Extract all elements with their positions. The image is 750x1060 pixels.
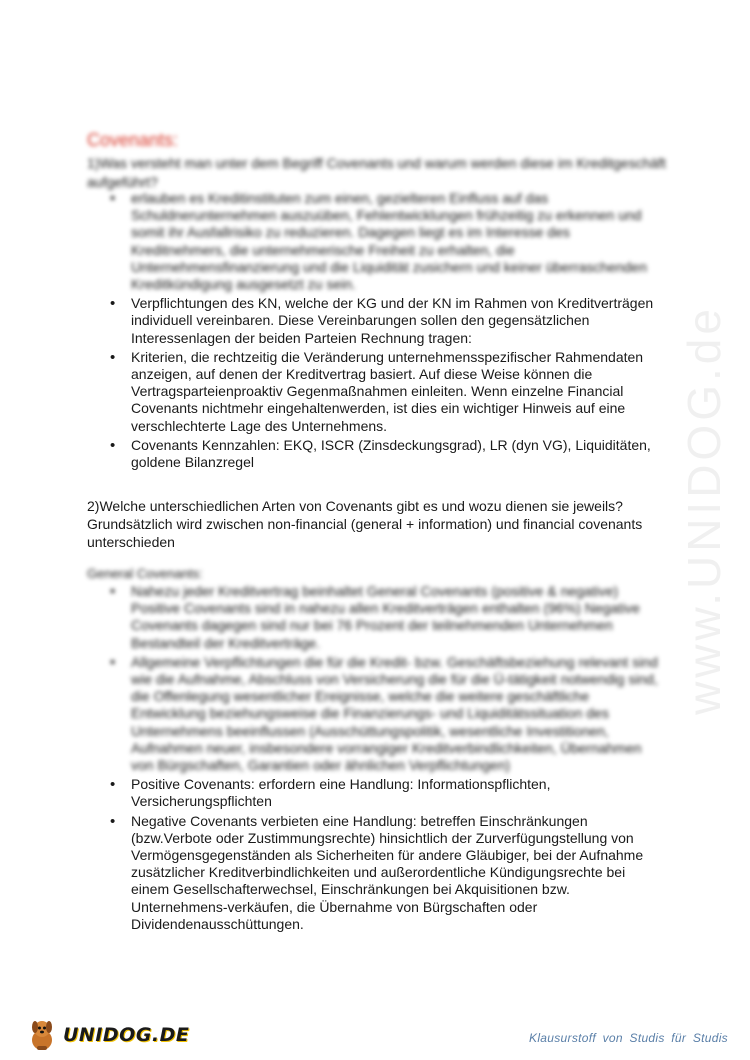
page-heading: Covenants: (87, 130, 179, 150)
answer-list-2 (110, 583, 665, 935)
answer-2-intro: Grundsätzlich wird zwischen non-financial (general + information) und financial covenants unterschieden (87, 516, 643, 550)
answer-list-1 (110, 190, 665, 473)
list-item: • erlauben es Kreditinstituten zum einen, gezielteren Einfluss auf das Schuldnerunternehmen auszuüben, Fehlentwicklungen frühzeitig zu erkennen und somit ihr Ausfallrisiko zu reduzieren. Dagegen liegt es im Interesse des Kreditnehmers, die unternehmerische Freiheit zu erhalten, die Unternehmensfinanzierung und die Liquidität zusichern und keiner überraschenden Kreditkündigung ausgesetzt zu sein. (110, 190, 665, 293)
list-item: • Covenants Kennzahlen: EKQ, ISCR (Zinsdeckungsgrad), LR (dyn VG), Liquiditäten, goldene Bilanzregel (110, 437, 665, 471)
list-item: • Kriterien, die rechtzeitig die Veränderung unternehmensspezifischer Rahmendaten anzeigen, auf denen der Kreditvertrag basiert. Auf diese Weise können die Vertragsparteienproaktiv Gegenmaßnahmen einleiten. Wenn einzelne Financial Covenants nichtmehr eingehaltenwerden, ist dies ein wichtiger Hinweis auf eine verschlechterte Lage des Unternehmens. (110, 349, 665, 435)
logo-text: UNIDOG.DE (63, 1024, 190, 1046)
dog-mascot-icon (27, 1018, 57, 1052)
question-1: 1)Was versteht man unter dem Begriff Covenants und warum werden diese im Kreditgeschäft aufgeführt? (87, 155, 666, 190)
general-covenants-heading: General Covenants: (87, 566, 203, 581)
footer-slogan: Klausurstoff von Studis für Studis (529, 1031, 728, 1045)
list-item: • Allgemeine Verpflichtungen die für die Kredit- bzw. Geschäftsbeziehung relevant sind wie die Aufnahme, Abschluss von Versicherung die für die Ü-tätigkeit notwendig sind, die Offenlegung wesentlicher Ereignisse, welche die weitere geschäftliche Entwicklung beziehungsweise die Finanzierungs- und Liquiditätssituation des Unternehmens beeinflussen (Ausschüttungspolitik, wesentliche Investitionen, Aufnahmen neuer, insbesondere vorrangiger Kreditverbindlichkeiten, Übernahmen von Bürgschaften, Garantien oder ähnlichen Verpflichtungen) (110, 654, 665, 774)
question-2: 2)Welche unterschiedlichen Arten von Covenants gibt es und wozu dienen sie jeweils? (87, 498, 623, 514)
list-item: • Positive Covenants: erfordern eine Handlung: Informationspflichten, Versicherungspflichten (110, 776, 665, 810)
list-item: • Negative Covenants verbieten eine Handlung: betreffen Einschränkungen (bzw.Verbote oder Zustimmungsrechte) hinsichtlich der Zurverfügungstellung von Vermögensgegenständen als Sicherheiten für andere Gläubiger, bei der Aufnahme zusätzlicher Kreditverbindlichkeiten und außerordentliche Kündigungsrechte bei einem Gesellschafterwechsel, Einschränkungen bei Akquisitionen bzw. Unternehmens-verkäufen, die Übernahme von Bürgschaften oder Dividendenausschüttungen. (110, 813, 665, 933)
unidog-logo (27, 1015, 189, 1055)
watermark: www.UNIDOG.de (678, 305, 731, 715)
list-item: • Verpflichtungen des KN, welche der KG und der KN im Rahmen von Kreditverträgen individuell vereinbaren. Diese Vereinbarungen sollen den gegensätzlichen Interessenlagen der beiden Parteien Rechnung tragen: (110, 295, 665, 347)
list-item: • Nahezu jeder Kreditvertrag beinhaltet General Covenants (positive & negative) Positive Covenants sind in nahezu allen Kreditverträgen enthalten (96%) Negative Covenants dagegen sind nur bei 76 Prozent der teilnehmenden Unternehmen Bestandteil der Kreditverträge. (110, 583, 665, 652)
